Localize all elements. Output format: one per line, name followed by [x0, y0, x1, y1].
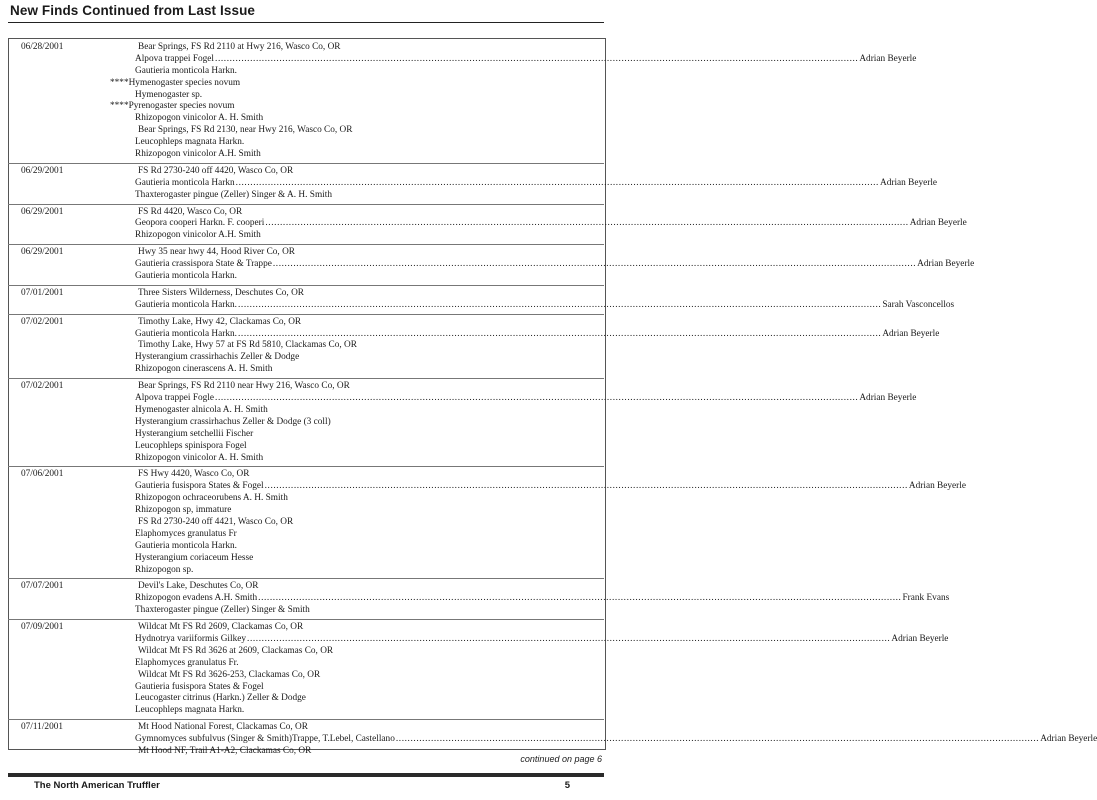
location-text: Wildcat Mt FS Rd 3626 at 2609, Clackamas Co, OR [138, 645, 334, 656]
species-name: Hymenogaster sp. [135, 89, 203, 100]
location-text: Timothy Lake, Hwy 57 at FS Rd 5810, Clackamas Co, OR [138, 340, 357, 351]
row-divider [8, 244, 604, 245]
specimen-entry [135, 66, 599, 78]
specimen-entry [135, 693, 599, 705]
species-name: Hysterangium crassirhachus Zeller & Dodge (3 coll) [135, 416, 331, 427]
species-name: Leucophleps spinispora Fogel [135, 440, 247, 451]
species-name: Hysterangium crassirhachis Zeller & Dodge [135, 352, 300, 363]
dot-leader: ............................................................................................................................................................................................................................ [215, 393, 859, 404]
location-line [12, 288, 602, 300]
finder-name: Adrian Beyerle [859, 393, 917, 404]
row-divider [8, 619, 604, 620]
species-name: Gautieria monticola Harkn [135, 177, 235, 188]
location-text: Wildcat Mt FS Rd 3626-253, Clackamas Co, OR [138, 669, 321, 680]
species-novum-note: ****Hymenogaster species novum [110, 77, 241, 88]
specimen-entry [135, 658, 599, 670]
specimen-line [12, 53, 917, 66]
dot-leader: ............................................................................................................................................................................................................................ [258, 593, 902, 604]
specimen-line [12, 505, 602, 517]
specimen-entry [135, 393, 917, 405]
specimen-entry [135, 429, 599, 441]
specimen-line [12, 78, 602, 90]
specimen-entry [135, 259, 975, 271]
finds-list [12, 42, 1097, 758]
specimen-line [12, 259, 975, 271]
location-text: Three Sisters Wilderness, Deschutes Co, OR [138, 287, 304, 298]
find-date: 06/29/2001 [21, 247, 64, 258]
row-divider [8, 719, 604, 720]
specimen-line [12, 101, 602, 113]
specimen-entry [135, 553, 599, 565]
find-date: 07/09/2001 [21, 622, 64, 633]
dot-leader: ............................................................................................................................................................................................................................ [215, 53, 859, 64]
specimen-line [12, 605, 602, 617]
species-name: Elaphomyces granulatus Fr [135, 528, 237, 539]
finder-name: Adrian Beyerle [891, 633, 949, 644]
species-name: Leucogaster citrinus (Harkn.) Zeller & Dodge [135, 693, 306, 704]
dot-leader: ............................................................................................................................................................................................................................ [237, 299, 882, 310]
specimen-line [12, 177, 938, 190]
location-text: FS Hwy 4420, Wasco Co, OR [138, 469, 250, 480]
species-name: Hysterangium coriaceum Hesse [135, 552, 254, 563]
footer-rule [8, 773, 604, 777]
species-name: Hydnotrya variiformis Gilkey [135, 633, 247, 644]
specimen-entry [135, 453, 599, 465]
specimen-entry [135, 113, 599, 125]
finder-name: Sarah Vasconcellos [882, 299, 955, 310]
species-name: Rhizopogon evadens A.H. Smith [135, 593, 258, 604]
find-group [12, 316, 940, 376]
publication-name: The North American Truffler [34, 780, 160, 791]
species-name: Hymenogaster alnicola A. H. Smith [135, 404, 268, 415]
location-text: Mt Hood National Forest, Clackamas Co, OR [138, 722, 308, 733]
find-group [12, 469, 966, 576]
location-line [12, 247, 602, 259]
specimen-line [12, 364, 602, 376]
species-name: Gautieria monticola Harkn. [135, 540, 237, 551]
location-line [12, 340, 602, 352]
species-name: Rhizopogon vinicolor A.H. Smith [135, 149, 261, 160]
row-divider [8, 314, 604, 315]
specimen-entry [135, 271, 599, 283]
species-name: Gautieria fusispora States & Fogel [135, 681, 264, 692]
location-line [12, 166, 602, 178]
specimen-entry [135, 90, 599, 102]
species-name: Gautieria monticola Harkn. [135, 65, 237, 76]
specimen-entry [135, 441, 599, 453]
find-group [12, 247, 975, 283]
location-line [12, 469, 602, 481]
specimen-entry [135, 137, 599, 149]
specimen-line [12, 553, 602, 565]
species-name: Rhizopogon sp. [135, 564, 194, 575]
location-line [12, 670, 602, 682]
specimen-line [12, 417, 602, 429]
location-text: FS Rd 2730-240 off 4420, Wasco Co, OR [138, 165, 294, 176]
specimen-line [12, 149, 602, 161]
species-name: Rhizopogon ochraceorubens A. H. Smith [135, 493, 288, 504]
specimen-entry [135, 364, 599, 376]
location-line [12, 581, 602, 593]
specimen-entry [135, 417, 599, 429]
specimen-line [12, 190, 602, 202]
location-line [12, 746, 602, 758]
row-divider [8, 466, 604, 467]
species-name: Rhizopogon vinicolor A. H. Smith [135, 113, 264, 124]
specimen-line [12, 593, 950, 605]
specimen-entry [135, 177, 938, 190]
specimen-line [12, 218, 967, 230]
find-date: 07/07/2001 [21, 581, 64, 592]
location-text: FS Rd 4420, Wasco Co, OR [138, 206, 243, 217]
find-group [12, 622, 949, 717]
find-date: 06/29/2001 [21, 165, 64, 176]
species-novum-note: ****Pyrenogaster species novum [110, 101, 235, 112]
finder-name: Adrian Beyerle [1040, 734, 1097, 745]
specimen-entry [135, 633, 949, 646]
specimen-entry [135, 230, 599, 242]
find-date: 07/01/2001 [21, 287, 64, 298]
specimen-line [12, 405, 602, 417]
row-divider [8, 285, 604, 286]
find-group [12, 381, 917, 464]
species-name: Alpova trappei Fogle [135, 393, 215, 404]
finder-name: Adrian Beyerle [879, 177, 938, 188]
find-group [12, 722, 1097, 758]
location-text: Mt Hood NF, Trail A1-A2, Clackamas Co, OR [138, 745, 312, 756]
specimen-line [12, 453, 602, 465]
location-line [12, 381, 602, 393]
species-name: Gymnomyces subfulvus (Singer & Smith)Trappe, T.Lebel, Castellano [135, 734, 395, 745]
dot-leader: ............................................................................................................................................................................................................................ [235, 177, 879, 188]
find-group [12, 581, 950, 617]
specimen-line [12, 328, 940, 341]
title-rule [8, 22, 604, 23]
specimen-line [12, 734, 1097, 746]
location-line [12, 207, 602, 219]
specimen-line [12, 113, 602, 125]
species-name: Gautieria monticola Harkn. [135, 271, 237, 282]
location-text: Bear Springs, FS Rd 2130, near Hwy 216, Wasco Co, OR [138, 125, 353, 136]
location-text: Devil's Lake, Deschutes Co, OR [138, 581, 259, 592]
specimen-entry [135, 529, 599, 541]
specimen-entry [135, 328, 940, 341]
specimen-entry [135, 190, 599, 202]
find-date: 06/28/2001 [21, 42, 64, 52]
specimen-line [12, 529, 602, 541]
finder-name: Adrian Beyerle [917, 259, 975, 270]
specimen-line [12, 66, 602, 78]
finder-name: Adrian Beyerle [859, 53, 917, 64]
location-text: Bear Springs, FS Rd 2110 at Hwy 216, Wasco Co, OR [138, 42, 341, 52]
specimen-line [12, 90, 602, 102]
specimen-entry [135, 705, 599, 717]
location-line [12, 622, 602, 634]
species-name: Hysterangium setchellii Fischer [135, 428, 254, 439]
location-line [12, 646, 602, 658]
find-group [12, 287, 955, 312]
find-date: 06/29/2001 [21, 206, 64, 217]
page-number: 5 [564, 780, 570, 791]
species-name: Leucophleps magnata Harkn. [135, 137, 245, 148]
find-date: 07/02/2001 [21, 381, 64, 392]
specimen-entry [110, 78, 599, 90]
specimen-entry [135, 53, 917, 66]
specimen-entry [135, 481, 966, 493]
specimen-line [12, 230, 602, 242]
dot-leader: ............................................................................................................................................................................................................................ [237, 328, 882, 339]
species-name: Thaxterogaster pingue (Zeller) Singer & Smith [135, 605, 310, 616]
find-date: 07/02/2001 [21, 316, 64, 327]
location-text: Hwy 35 near hwy 44, Hood River Co, OR [138, 247, 295, 258]
dot-leader: ............................................................................................................................................................................................................................ [265, 218, 909, 229]
finder-name: Frank Evans [902, 593, 950, 604]
dot-leader: ............................................................................................................................................................................................................................ [395, 734, 1040, 745]
location-text: Bear Springs, FS Rd 2110 near Hwy 216, Wasco Co, OR [138, 381, 350, 392]
specimen-entry [135, 218, 967, 230]
finder-name: Adrian Beyerle [908, 481, 966, 492]
species-name: Rhizopogon vinicolor A. H. Smith [135, 452, 264, 463]
specimen-entry [135, 565, 599, 577]
find-date: 07/06/2001 [21, 469, 64, 480]
species-name: Gautieria monticola Harkn. [135, 328, 237, 339]
specimen-entry [135, 405, 599, 417]
specimen-line [12, 541, 602, 553]
specimen-line [12, 299, 955, 312]
dot-leader: ............................................................................................................................................................................................................................ [247, 633, 891, 644]
location-line [12, 517, 602, 529]
species-name: Gautieria crassispora State & Trappe [135, 259, 272, 270]
continued-note: continued on page 6 [520, 754, 602, 764]
specimen-entry [135, 149, 599, 161]
specimen-line [12, 429, 602, 441]
row-divider [8, 378, 604, 379]
specimen-entry [110, 101, 599, 113]
specimen-entry [135, 734, 1097, 746]
specimen-line [12, 565, 602, 577]
species-name: Rhizopogon cinerascens A. H. Smith [135, 364, 273, 375]
location-line [12, 42, 602, 54]
specimen-line [12, 441, 602, 453]
specimen-line [12, 682, 602, 694]
specimen-line [12, 705, 602, 717]
species-name: Gautieria fusispora States & Fogel [135, 481, 264, 492]
species-name: Gautieria monticola Harkn. [135, 299, 237, 310]
location-line [12, 317, 602, 329]
find-group [12, 165, 938, 202]
specimen-entry [135, 352, 599, 364]
dot-leader: ............................................................................................................................................................................................................................ [272, 259, 917, 270]
finder-name: Adrian Beyerle [909, 218, 967, 229]
specimen-entry [135, 593, 950, 605]
specimen-entry [135, 682, 599, 694]
specimen-entry [135, 505, 599, 517]
location-text: FS Rd 2730-240 off 4421, Wasco Co, OR [138, 516, 294, 527]
row-divider [8, 163, 604, 164]
species-name: Geopora cooperi Harkn. F. cooperi [135, 218, 265, 229]
specimen-line [12, 481, 966, 493]
find-date: 07/11/2001 [21, 722, 64, 733]
specimen-entry [135, 605, 599, 617]
location-line [12, 722, 602, 734]
specimen-line [12, 271, 602, 283]
species-name: Thaxterogaster pingue (Zeller) Singer & A. H. Smith [135, 189, 332, 200]
specimen-line [12, 633, 949, 646]
specimen-entry [135, 493, 599, 505]
specimen-line [12, 493, 602, 505]
location-line [12, 125, 602, 137]
specimen-line [12, 137, 602, 149]
page-title: New Finds Continued from Last Issue [10, 3, 256, 18]
specimen-line [12, 658, 602, 670]
location-text: Wildcat Mt FS Rd 2609, Clackamas Co, OR [138, 622, 304, 633]
species-name: Rhizopogon vinicolor A.H. Smith [135, 230, 261, 241]
find-group [12, 206, 967, 243]
row-divider [8, 204, 604, 205]
specimen-entry [135, 299, 955, 312]
specimen-entry [135, 541, 599, 553]
specimen-line [12, 393, 917, 405]
row-divider [8, 578, 604, 579]
find-group [12, 42, 917, 161]
specimen-line [12, 693, 602, 705]
specimen-line [12, 352, 602, 364]
dot-leader: ............................................................................................................................................................................................................................ [264, 481, 908, 492]
species-name: Leucophleps magnata Harkn. [135, 705, 245, 716]
finder-name: Adrian Beyerle [882, 328, 940, 339]
species-name: Alpova trappei Fogel [135, 53, 215, 64]
location-text: Timothy Lake, Hwy 42, Clackamas Co, OR [138, 316, 302, 327]
species-name: Elaphomyces granulatus Fr. [135, 657, 239, 668]
species-name: Rhizopogon sp, immature [135, 505, 232, 516]
